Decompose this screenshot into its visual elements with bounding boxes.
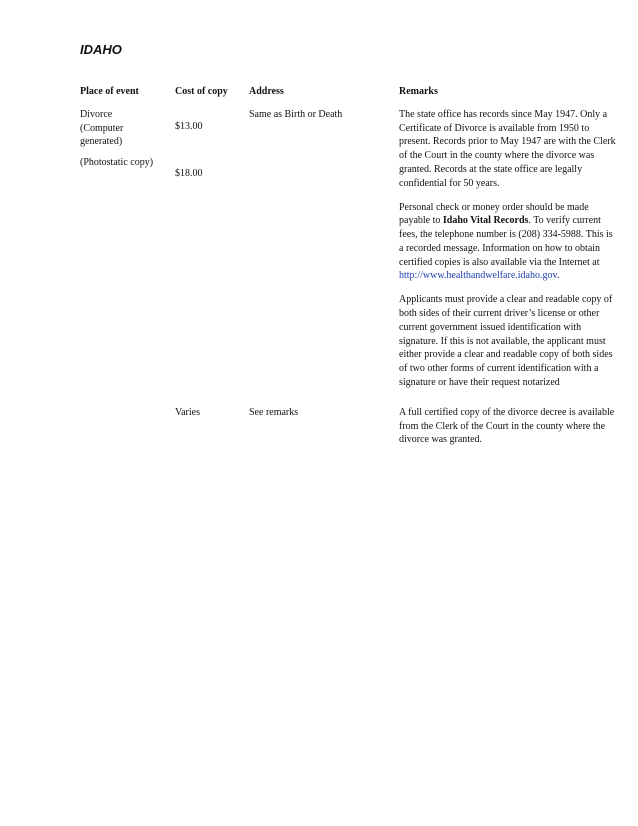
remarks-cell (399, 108, 617, 400)
remarks-paragraph-identification: Applicants must provide a clear and readable copy of both sides of their current driver’s license or other current government issued identification with signature. If this is not available, the applicant must either provide a clear and readable copy of both sides of two other forms of current identification with a signature or have their request notarized (399, 294, 613, 388)
place-line: generated) (80, 136, 123, 148)
remarks-text: . To verify current fees, the telephone number is (208) 334-5988. This is a recorded message. Information on how to obtain certified copies is also available via the Internet at (399, 215, 613, 268)
page-title: IDAHO (80, 42, 122, 57)
cost-photostatic: $18.00 (175, 168, 203, 179)
website-link[interactable]: http://www.healthandwelfare.idaho.gov (399, 270, 557, 282)
header-place-of-event: Place of event (80, 86, 139, 97)
header-address: Address (249, 86, 284, 97)
address-cell: Same as Birth or Death (249, 109, 343, 120)
place-line: (Computer (80, 122, 124, 134)
address-see-remarks: See remarks (249, 407, 299, 418)
header-remarks: Remarks (399, 86, 438, 97)
place-photostatic: (Photostatic copy) (80, 157, 154, 168)
payee-name: Idaho Vital Records (442, 215, 529, 227)
header-cost-of-copy: Cost of copy (175, 86, 228, 97)
remarks-text: Personal check or money order should be made payable to (399, 201, 589, 227)
remarks-certified-copy: A full certified copy of the divorce decree is available from the Clerk of the Court in the county where the divorce was granted. (399, 407, 615, 446)
remarks-paragraph-fees (399, 201, 617, 283)
cost-computer-generated: $13.00 (175, 121, 203, 132)
remarks-text: . (556, 270, 560, 282)
place-of-event-cell (80, 108, 172, 149)
place-line: Divorce (80, 109, 113, 120)
cost-varies: Varies (175, 407, 200, 418)
remarks-paragraph: The state office has records since May 1947. Only a Certificate of Divorce is available from 1950 to present. Records prior to May 1947 are with the Clerk of the Court in the county where the divorce was granted. Records at the state office are legally confidential for 50 years. (399, 109, 616, 189)
